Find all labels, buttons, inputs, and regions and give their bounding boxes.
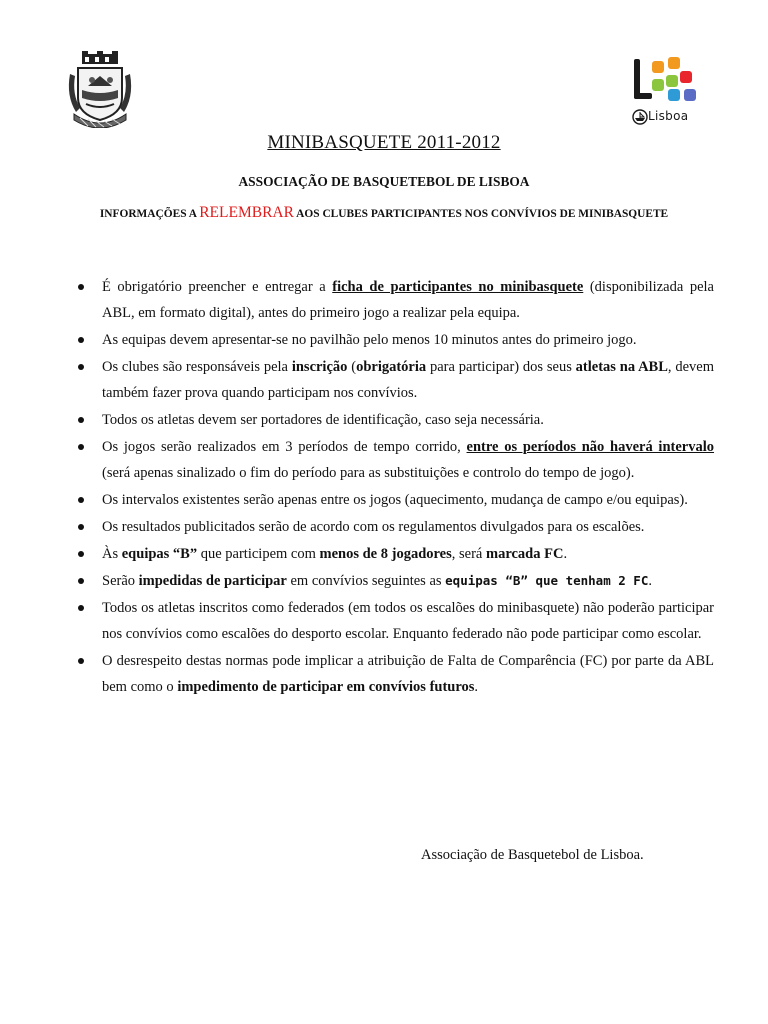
- coat-of-arms-icon: [66, 50, 134, 128]
- lisboa-logo-text: Lisboa: [648, 109, 689, 123]
- lisboa-logo-icon: [630, 55, 700, 129]
- list-item: É obrigatório preencher e entregar a ficha de participantes no minibasquete (disponibilizada pela ABL, em formato digital), antes do primeiro jogo a realizar pela equipa.: [80, 274, 714, 326]
- list-item: Todos os atletas devem ser portadores de identificação, caso seja necessária.: [80, 407, 714, 433]
- rules-list: [80, 274, 714, 701]
- list-item: As equipas devem apresentar-se no pavilhão pelo menos 10 minutos antes do primeiro jogo.: [80, 327, 714, 353]
- list-item: Às equipas “B” que participem com menos de 8 jogadores, será marcada FC.: [80, 541, 714, 567]
- document-subtitle: ASSOCIAÇÃO DE BASQUETEBOL DE LISBOA: [238, 174, 530, 189]
- ship-icon: [632, 109, 648, 125]
- list-item: Os resultados publicitados serão de acordo com os regulamentos divulgados para os escalões.: [80, 514, 714, 540]
- list-item: Serão impedidas de participar em convívios seguintes as equipas “B” que tenham 2 FC.: [80, 568, 714, 594]
- list-item: Todos os atletas inscritos como federados (em todos os escalões do minibasquete) não poderão participar nos convívios como escalões do desporto escolar. Enquanto federado não pode participar como escolar.: [80, 595, 714, 647]
- highlight-relembrar: RELEMBRAR: [199, 204, 294, 221]
- signature: Associação de Basquetebol de Lisboa.: [421, 847, 644, 863]
- list-item: Os clubes são responsáveis pela inscrição (obrigatória para participar) dos seus atletas na ABL, devem também fazer prova quando participam nos convívios.: [80, 354, 714, 406]
- document-title: MINIBASQUETE 2011-2012: [267, 132, 501, 153]
- list-item: Os jogos serão realizados em 3 períodos de tempo corrido, entre os períodos não haverá intervalo (será apenas sinalizado o fim do período para as substituições e controlo do tempo de jogo).: [80, 434, 714, 486]
- list-item: O desrespeito destas normas pode implicar a atribuição de Falta de Comparência (FC) por parte da ABL bem como o impedimento de participar em convívios futuros.: [80, 648, 714, 700]
- list-item: Os intervalos existentes serão apenas entre os jogos (aquecimento, mudança de campo e/ou equipas).: [80, 487, 714, 513]
- info-line: INFORMAÇÕES A RELEMBRAR AOS CLUBES PARTICIPANTES NOS CONVÍVIOS DE MINIBASQUETE: [99, 204, 669, 221]
